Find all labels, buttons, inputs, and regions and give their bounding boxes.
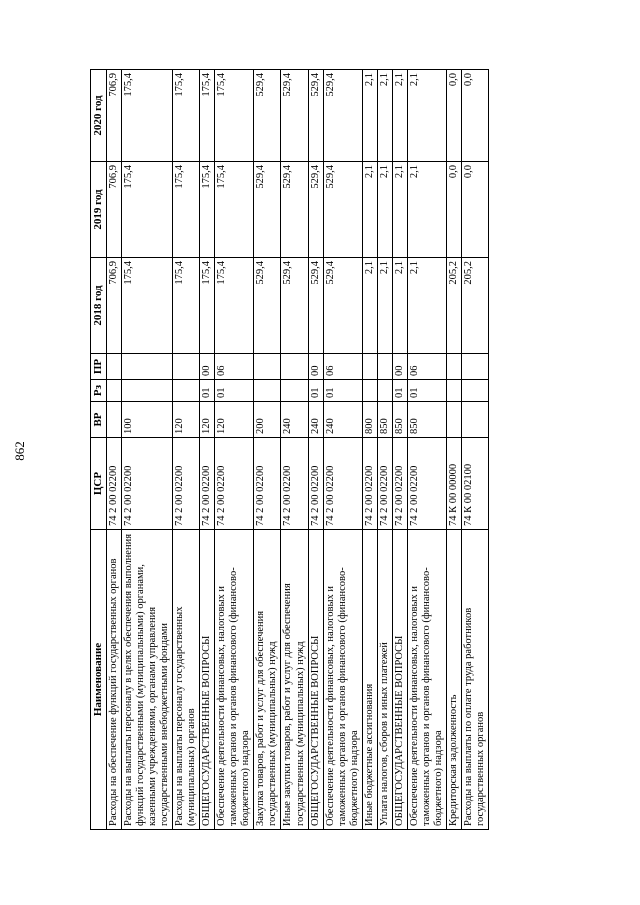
cell-pr — [281, 354, 308, 380]
table-row — [323, 70, 362, 830]
cell-rz: 01 — [392, 380, 407, 402]
table-row — [308, 70, 323, 830]
cell-y2020: 175,4 — [172, 70, 199, 162]
cell-csr: 74 2 00 02200 — [362, 438, 377, 530]
header-2019: 2019 год — [91, 162, 107, 258]
cell-y2020: 175,4 — [215, 70, 254, 162]
cell-csr: 74 К 00 02100 — [462, 438, 489, 530]
cell-y2018: 529,4 — [323, 258, 362, 354]
table-row — [200, 70, 215, 830]
cell-y2018: 706,9 — [106, 258, 121, 354]
cell-y2018: 2,1 — [377, 258, 392, 354]
cell-y2020: 2,1 — [377, 70, 392, 162]
cell-csr: 74 2 00 02200 — [172, 438, 199, 530]
cell-y2020: 529,4 — [323, 70, 362, 162]
table-row — [462, 70, 489, 830]
budget-table-container — [90, 70, 545, 830]
cell-pr: 00 — [392, 354, 407, 380]
cell-pr — [106, 354, 121, 380]
cell-pr: 06 — [215, 354, 254, 380]
cell-y2019: 175,4 — [200, 162, 215, 258]
cell-y2018: 2,1 — [392, 258, 407, 354]
cell-y2019: 529,4 — [323, 162, 362, 258]
cell-y2018: 175,4 — [121, 258, 172, 354]
cell-name: Расходы на выплаты персоналу государственных (муниципальных) органов — [172, 530, 199, 830]
cell-csr: 74 2 00 02200 — [377, 438, 392, 530]
cell-y2020: 175,4 — [200, 70, 215, 162]
cell-vr: 850 — [377, 402, 392, 438]
cell-vr — [106, 402, 121, 438]
cell-y2020: 175,4 — [121, 70, 172, 162]
table-header-row — [91, 70, 107, 830]
cell-rz — [254, 380, 281, 402]
header-name: Наименование — [91, 530, 107, 830]
cell-rz — [462, 380, 489, 402]
cell-pr: 00 — [308, 354, 323, 380]
cell-y2018: 205,2 — [462, 258, 489, 354]
cell-vr: 850 — [408, 402, 447, 438]
cell-y2019: 529,4 — [281, 162, 308, 258]
cell-name: Расходы на обеспечение функций государственных органов — [106, 530, 121, 830]
cell-y2019: 175,4 — [121, 162, 172, 258]
table-row — [121, 70, 172, 830]
cell-pr: 06 — [323, 354, 362, 380]
cell-vr: 800 — [362, 402, 377, 438]
table-row — [106, 70, 121, 830]
cell-pr — [254, 354, 281, 380]
cell-vr: 240 — [323, 402, 362, 438]
cell-csr: 74 2 00 02200 — [281, 438, 308, 530]
cell-y2020: 2,1 — [362, 70, 377, 162]
cell-name: ОБЩЕГОСУДАРСТВЕННЫЕ ВОПРОСЫ — [392, 530, 407, 830]
cell-csr: 74 2 00 02200 — [308, 438, 323, 530]
cell-y2018: 2,1 — [362, 258, 377, 354]
cell-vr: 240 — [308, 402, 323, 438]
cell-vr — [447, 402, 462, 438]
cell-name: ОБЩЕГОСУДАРСТВЕННЫЕ ВОПРОСЫ — [308, 530, 323, 830]
cell-y2019: 2,1 — [362, 162, 377, 258]
cell-name: Расходы на выплаты по оплате труда работников государственных органов — [462, 530, 489, 830]
cell-y2019: 175,4 — [172, 162, 199, 258]
cell-csr: 74 2 00 02200 — [200, 438, 215, 530]
cell-pr — [121, 354, 172, 380]
cell-rz — [447, 380, 462, 402]
cell-vr: 120 — [215, 402, 254, 438]
cell-csr: 74 2 00 02200 — [106, 438, 121, 530]
page-number: 862 — [12, 441, 27, 461]
cell-name: Обеспечение деятельности финансовых, налоговых и таможенных органов и органов финансового (финансово-бюджетного) надзора — [323, 530, 362, 830]
cell-rz — [281, 380, 308, 402]
cell-csr: 74 2 00 02200 — [408, 438, 447, 530]
budget-table — [90, 69, 489, 830]
cell-y2019: 175,4 — [215, 162, 254, 258]
table-row — [172, 70, 199, 830]
cell-pr — [462, 354, 489, 380]
cell-y2019: 706,9 — [106, 162, 121, 258]
cell-y2018: 2,1 — [408, 258, 447, 354]
cell-rz: 01 — [200, 380, 215, 402]
cell-y2018: 529,4 — [281, 258, 308, 354]
cell-name: Обеспечение деятельности финансовых, налоговых и таможенных органов и органов финансового (финансово-бюджетного) надзора — [408, 530, 447, 830]
cell-csr: 74 2 00 02200 — [392, 438, 407, 530]
cell-vr — [462, 402, 489, 438]
cell-rz — [172, 380, 199, 402]
cell-y2020: 2,1 — [408, 70, 447, 162]
cell-name: Закупка товаров, работ и услуг для обеспечения государственных (муниципальных) нужд — [254, 530, 281, 830]
header-2018: 2018 год — [91, 258, 107, 354]
cell-name: Кредиторская задолженность — [447, 530, 462, 830]
header-rz: Рз — [91, 380, 107, 402]
cell-vr: 200 — [254, 402, 281, 438]
table-row — [447, 70, 462, 830]
cell-name: Расходы на выплаты персоналу в целях обеспечения выполнения функций государственными (муниципальными) органами, казенными учреждениями, органами управления государственными внебюджетными фондами — [121, 530, 172, 830]
cell-name: Иные закупки товаров, работ и услуг для обеспечения государственных (муниципальных) нужд — [281, 530, 308, 830]
cell-rz — [377, 380, 392, 402]
cell-name: Иные бюджетные ассигнования — [362, 530, 377, 830]
cell-y2018: 529,4 — [254, 258, 281, 354]
cell-y2018: 175,4 — [200, 258, 215, 354]
cell-vr: 850 — [392, 402, 407, 438]
cell-pr — [362, 354, 377, 380]
cell-y2020: 706,9 — [106, 70, 121, 162]
cell-y2019: 2,1 — [408, 162, 447, 258]
table-row — [392, 70, 407, 830]
header-vr: ВР — [91, 402, 107, 438]
cell-csr: 74 2 00 02200 — [215, 438, 254, 530]
cell-y2020: 529,4 — [281, 70, 308, 162]
cell-rz — [362, 380, 377, 402]
cell-y2019: 529,4 — [254, 162, 281, 258]
cell-rz: 01 — [408, 380, 447, 402]
cell-vr: 120 — [172, 402, 199, 438]
table-row — [377, 70, 392, 830]
cell-pr — [172, 354, 199, 380]
cell-y2020: 529,4 — [254, 70, 281, 162]
cell-vr: 240 — [281, 402, 308, 438]
cell-y2019: 2,1 — [392, 162, 407, 258]
cell-name: Обеспечение деятельности финансовых, налоговых и таможенных органов и органов финансового (финансово-бюджетного) надзора — [215, 530, 254, 830]
table-body — [106, 70, 489, 830]
cell-y2020: 2,1 — [392, 70, 407, 162]
cell-y2019: 529,4 — [308, 162, 323, 258]
cell-y2019: 2,1 — [377, 162, 392, 258]
cell-rz — [106, 380, 121, 402]
header-csr: ЦСР — [91, 438, 107, 530]
cell-csr: 74 2 00 02200 — [121, 438, 172, 530]
header-2020: 2020 год — [91, 70, 107, 162]
cell-y2018: 175,4 — [215, 258, 254, 354]
cell-pr: 00 — [200, 354, 215, 380]
cell-rz: 01 — [215, 380, 254, 402]
cell-y2020: 0,0 — [447, 70, 462, 162]
cell-csr: 74 2 00 02200 — [323, 438, 362, 530]
cell-y2018: 205,2 — [447, 258, 462, 354]
cell-y2020: 529,4 — [308, 70, 323, 162]
table-row — [362, 70, 377, 830]
header-pr: ПР — [91, 354, 107, 380]
cell-y2020: 0,0 — [462, 70, 489, 162]
cell-pr — [377, 354, 392, 380]
cell-rz: 01 — [308, 380, 323, 402]
table-row — [254, 70, 281, 830]
cell-y2018: 175,4 — [172, 258, 199, 354]
cell-vr: 100 — [121, 402, 172, 438]
cell-y2019: 0,0 — [462, 162, 489, 258]
cell-y2018: 529,4 — [308, 258, 323, 354]
cell-csr: 74 К 00 00000 — [447, 438, 462, 530]
cell-name: ОБЩЕГОСУДАРСТВЕННЫЕ ВОПРОСЫ — [200, 530, 215, 830]
cell-rz — [121, 380, 172, 402]
cell-name: Уплата налогов, сборов и иных платежей — [377, 530, 392, 830]
cell-y2019: 0,0 — [447, 162, 462, 258]
table-row — [408, 70, 447, 830]
table-row — [215, 70, 254, 830]
cell-rz: 01 — [323, 380, 362, 402]
cell-pr: 06 — [408, 354, 447, 380]
cell-pr — [447, 354, 462, 380]
table-row — [281, 70, 308, 830]
cell-csr: 74 2 00 02200 — [254, 438, 281, 530]
cell-vr: 120 — [200, 402, 215, 438]
